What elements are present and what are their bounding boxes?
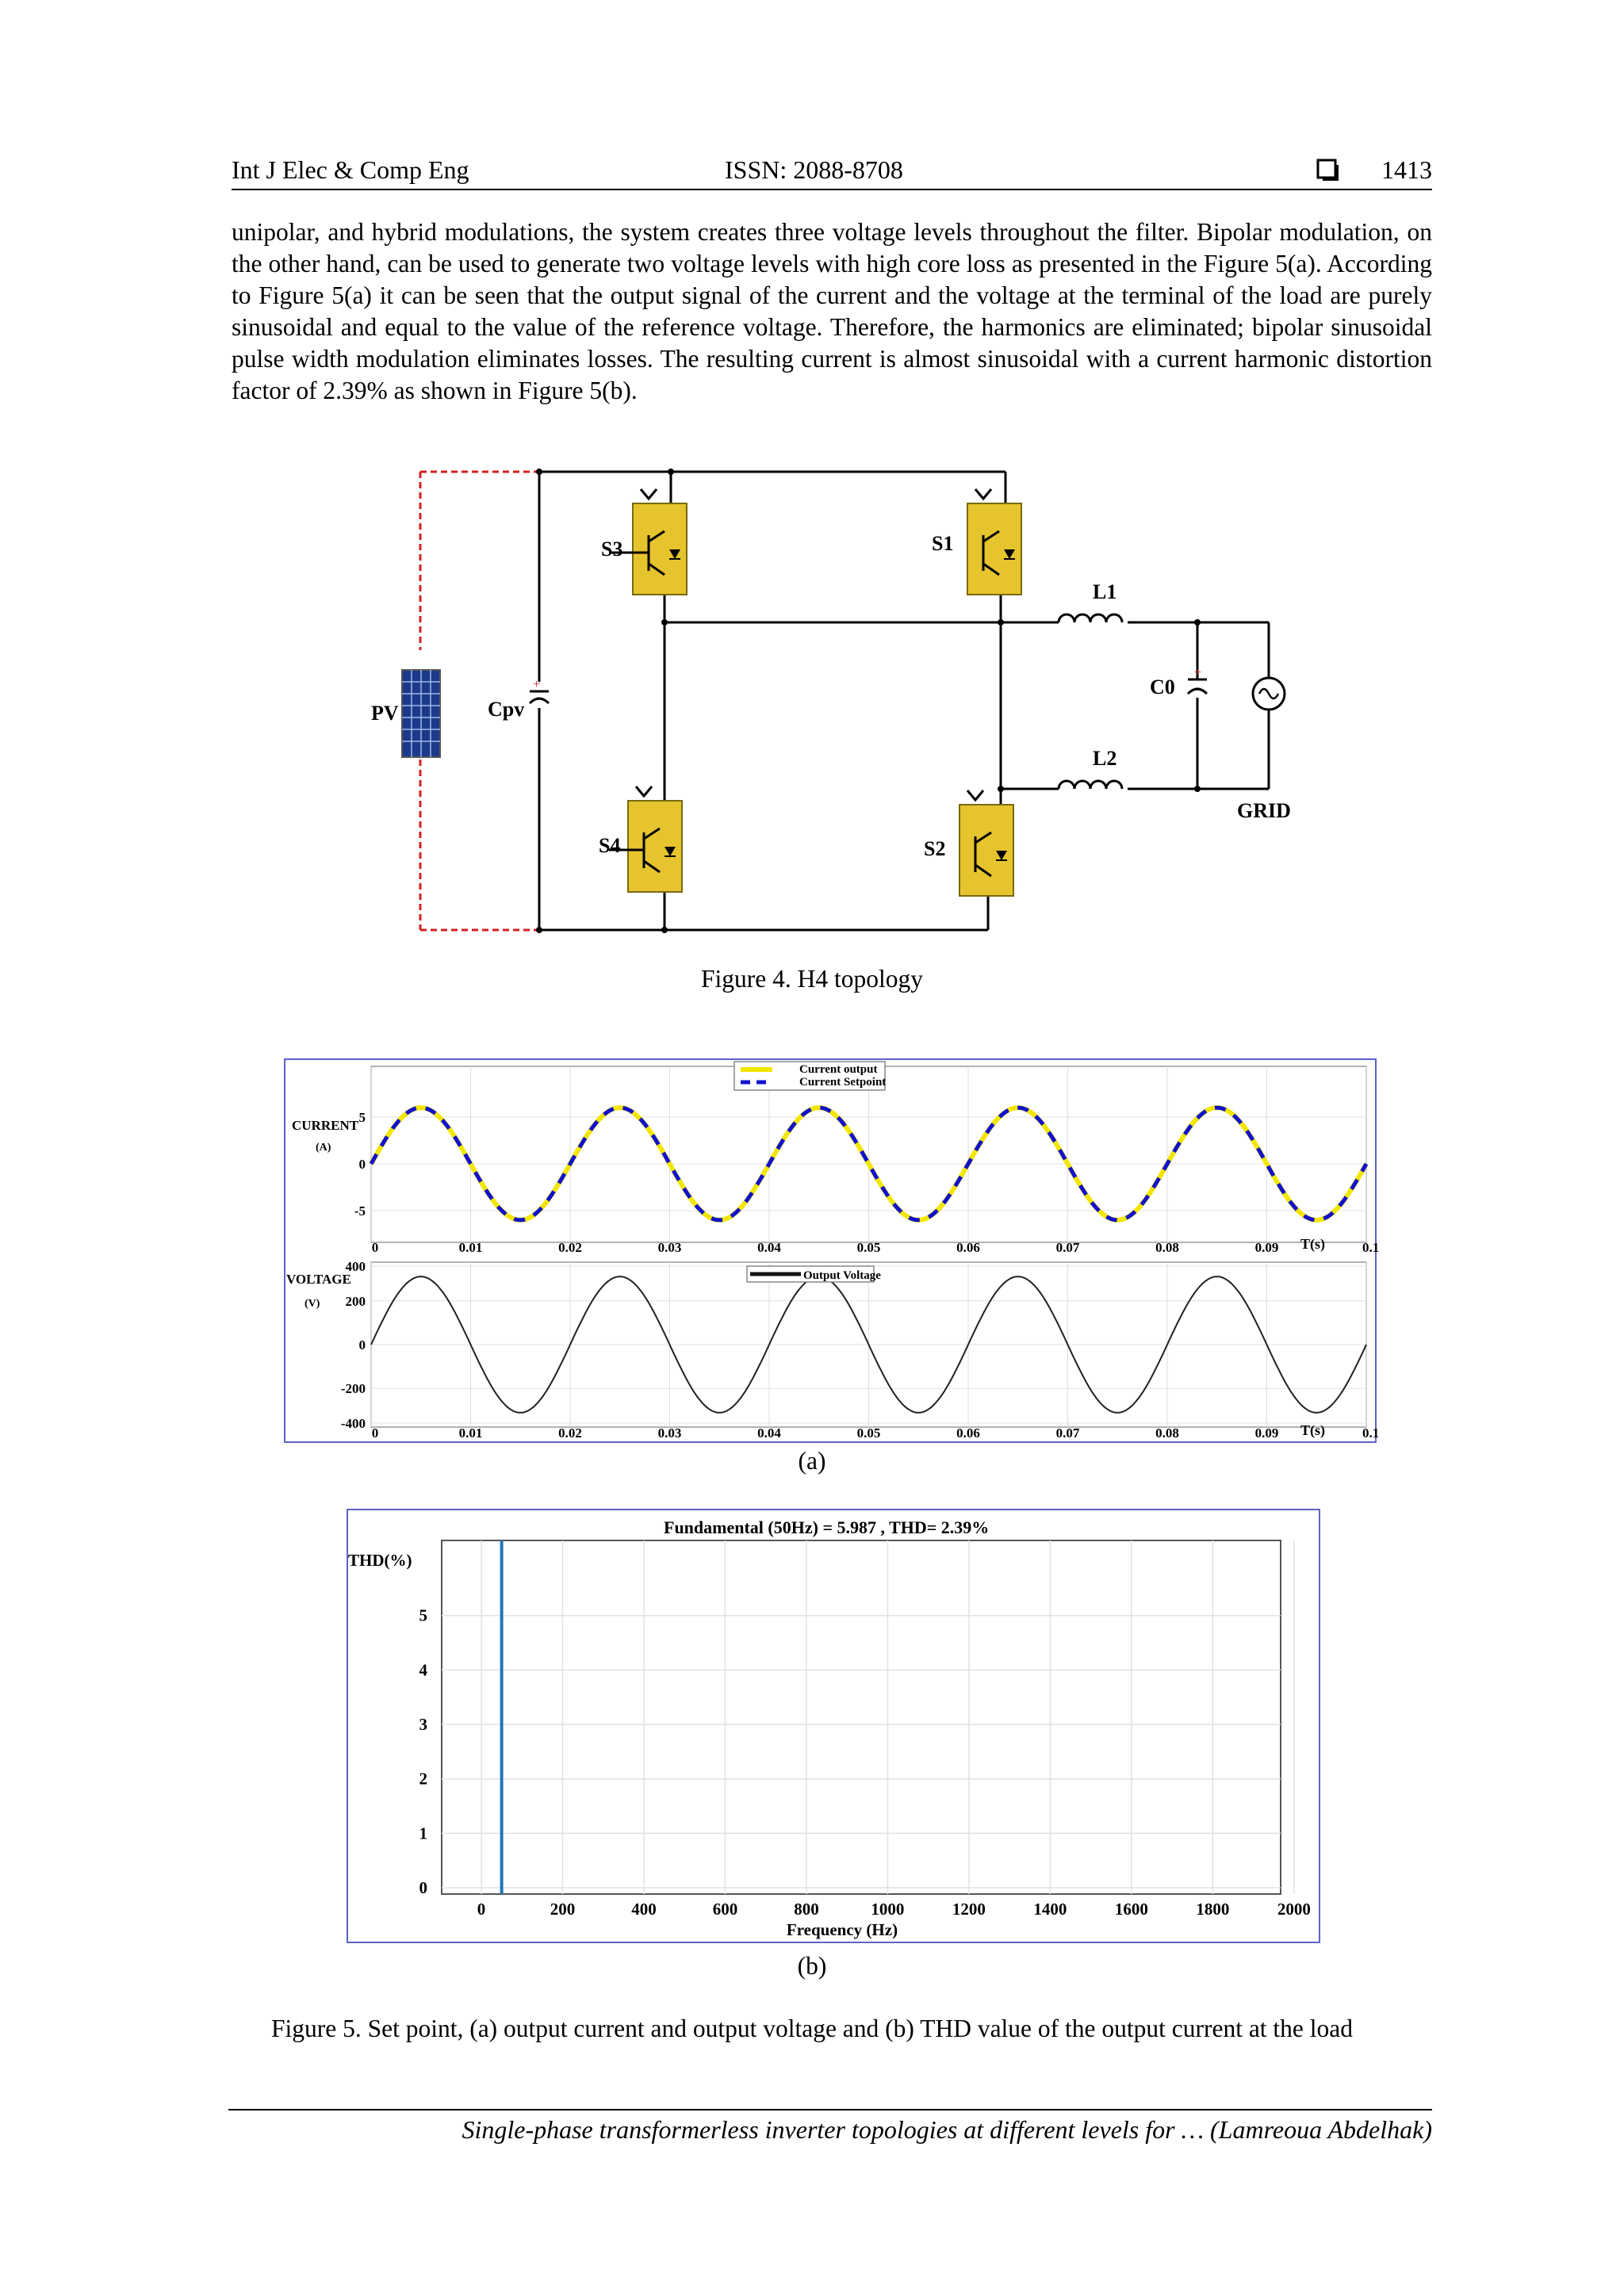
x-tick-label: 2000 [1277, 1900, 1311, 1919]
c0-capacitor-icon [1188, 666, 1207, 694]
x-tick-label: 1600 [1114, 1900, 1148, 1919]
x-tick-label: 1400 [1033, 1900, 1067, 1919]
x-tick-label: 0.01 [458, 1240, 483, 1255]
x-tick-label: 1000 [871, 1900, 905, 1919]
current-legend [734, 1062, 886, 1090]
xunit-bottom: T(s) [1300, 1422, 1325, 1438]
y-tick-label: 0 [419, 1878, 427, 1897]
x-tick-label: 0 [371, 1240, 379, 1255]
thd-bar-fundamental [500, 1540, 504, 1894]
square-box-icon [1316, 159, 1340, 189]
svg-text:+: + [533, 678, 541, 691]
y-tick-label: 0 [358, 1337, 366, 1353]
x-tick-label: 0.05 [856, 1425, 881, 1441]
journal-name: Int J Elec & Comp Eng [232, 155, 469, 184]
svg-text:+: + [1194, 666, 1202, 679]
y-tick-label: 5 [419, 1605, 427, 1625]
cpv-capacitor-icon [530, 678, 549, 703]
ac-source-icon [1253, 678, 1285, 710]
x-tick-label: 600 [712, 1900, 738, 1919]
x-tick-label: 0.02 [558, 1425, 582, 1441]
x-tick-label: 0.03 [657, 1425, 682, 1441]
x-tick-label: 1800 [1196, 1900, 1230, 1919]
y-tick-label: 1 [419, 1823, 427, 1843]
switch-s1-icon [967, 489, 1021, 595]
s1-label: S1 [932, 532, 954, 555]
y-tick-label: -400 [340, 1416, 366, 1431]
body-paragraph: unipolar, and hybrid modulations, the system creates three voltage levels throughout the filter. Bipolar modulation, on the other hand, can be used to generate two voltage levels with high core loss as presented in the Figure 5(a). According to Figure 5(a) it can be seen that the output signal of the current and the voltage at the terminal of the load are purely sinusoidal and equal to the value of the reference voltage. Therefore, the harmonics are eliminated; bipolar sinusoidal pulse width modulation eliminates losses. The resulting current is almost sinusoidal with a current harmonic distortion factor of 2.39% as shown in Figure 5(b). [232, 218, 1432, 404]
page-number: 1413 [1381, 155, 1432, 184]
x-tick-label: 200 [550, 1900, 576, 1919]
c0-label: C0 [1150, 675, 1175, 698]
x-tick-label: 0 [477, 1900, 486, 1919]
x-tick-label: 0.1 [1362, 1240, 1380, 1255]
s3-label: S3 [601, 538, 623, 561]
x-tick-label: 0.08 [1155, 1425, 1179, 1441]
x-tick-label: 0.09 [1254, 1240, 1279, 1255]
voltage-ylabel: VOLTAGE [286, 1272, 351, 1287]
y-tick-label: 4 [419, 1660, 427, 1680]
l1-label: L1 [1093, 580, 1117, 603]
y-tick-label: 400 [345, 1259, 366, 1274]
x-tick-label: 800 [794, 1900, 819, 1919]
y-tick-label: 2 [419, 1769, 427, 1789]
figure5a-chart [284, 1058, 1380, 1443]
y-tick-label: 0 [358, 1157, 366, 1172]
grid-label: GRID [1237, 799, 1291, 822]
figure5-caption: Figure 5. Set point, (a) output current and output voltage and (b) THD value of the output current at the load [270, 2015, 1354, 2042]
x-tick-label: 0.07 [1055, 1425, 1080, 1441]
current-unit: (A) [316, 1142, 331, 1154]
x-tick-label: 0 [371, 1425, 379, 1441]
x-tick-label: 0.1 [1362, 1425, 1380, 1441]
pv-label: PV [371, 702, 399, 725]
x-tick-label: 0.01 [458, 1425, 483, 1441]
figure4-circuit [349, 456, 1300, 947]
x-tick-label: 0.06 [956, 1425, 980, 1441]
s4-label: S4 [599, 834, 621, 857]
thd-xlabel: Frequency (Hz) [786, 1920, 898, 1939]
figure5b-subcaption: (b) [797, 1952, 827, 1980]
voltage-unit: (V) [304, 1298, 320, 1310]
x-tick-label: 0.07 [1055, 1240, 1080, 1255]
thd-title: Fundamental (50Hz) = 5.987 , THD= 2.39% [664, 1517, 990, 1537]
inductor-l2-icon [1059, 781, 1122, 789]
footer-text: Single-phase transformerless inverter topologies at different levels for … (Lamreoua Abdelhak) [462, 2115, 1432, 2144]
y-tick-label: -5 [354, 1203, 366, 1219]
x-tick-label: 400 [631, 1900, 657, 1919]
xunit-top: T(s) [1300, 1236, 1325, 1252]
footer-rule [228, 2109, 1432, 2110]
x-tick-label: 1200 [952, 1900, 986, 1919]
x-tick-label: 0.04 [757, 1240, 781, 1255]
pv-panel-icon [402, 670, 440, 757]
y-tick-label: 200 [345, 1293, 366, 1309]
thd-ylabel: THD(%) [348, 1551, 412, 1570]
y-tick-label: 5 [358, 1109, 366, 1125]
y-tick-label: -200 [340, 1381, 366, 1397]
legend-current-output: Current output [799, 1063, 878, 1076]
x-tick-label: 0.09 [1254, 1425, 1279, 1441]
y-tick-label: 3 [419, 1715, 427, 1735]
header-rule [232, 189, 1432, 190]
x-tick-label: 0.04 [757, 1425, 781, 1441]
legend-current-setpoint: Current Setpoint [799, 1076, 887, 1089]
current-ylabel: CURRENT [292, 1118, 359, 1133]
x-tick-label: 0.02 [558, 1240, 582, 1255]
cpv-label: Cpv [488, 698, 525, 721]
issn: ISSN: 2088-8708 [725, 155, 903, 184]
x-tick-label: 0.05 [856, 1240, 881, 1255]
figure5b-chart [347, 1509, 1320, 1943]
legend-output-voltage: Output Voltage [803, 1269, 881, 1282]
page-header [232, 155, 1432, 190]
inductor-l1-icon [1059, 614, 1122, 622]
figure5a-subcaption: (a) [798, 1447, 826, 1475]
x-tick-label: 0.06 [956, 1240, 980, 1255]
s2-label: S2 [924, 837, 946, 860]
voltage-legend [747, 1266, 881, 1282]
x-tick-label: 0.03 [657, 1240, 682, 1255]
switch-s2-icon [959, 790, 1013, 896]
x-tick-label: 0.08 [1155, 1240, 1179, 1255]
l2-label: L2 [1093, 747, 1117, 770]
figure4-caption: Figure 4. H4 topology [701, 965, 923, 993]
